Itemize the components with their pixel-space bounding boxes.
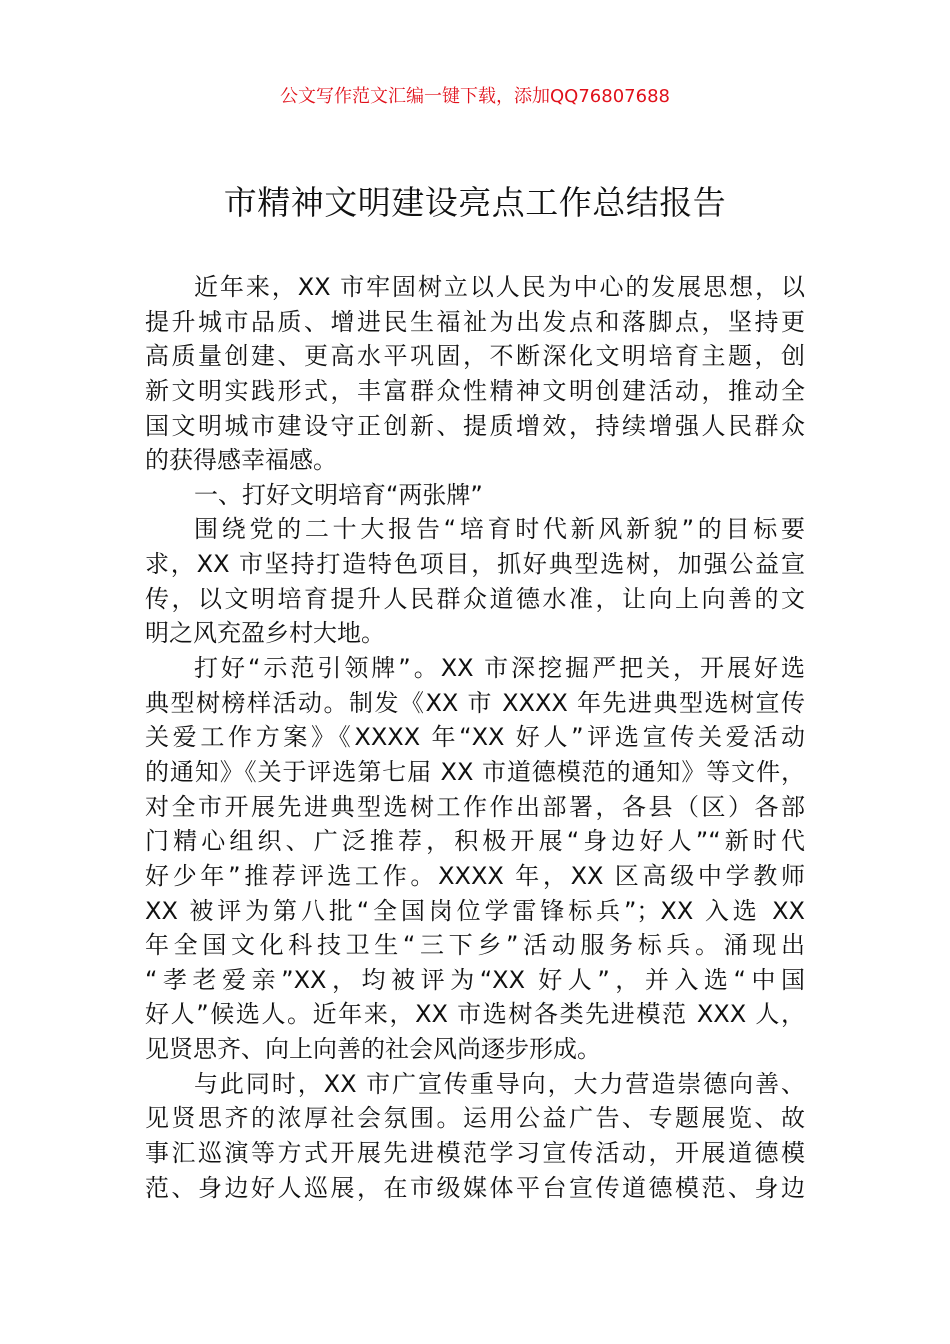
text-line: 关爱工作方案》《XXXX 年“XX 好人”评选宣传关爱活动 bbox=[145, 723, 805, 752]
text-line: 对全市开展先进典型选树工作作出部署，各县（区）各部 bbox=[145, 792, 805, 821]
text-line: 围绕党的二十大报告“培育时代新风新貌”的目标要 bbox=[194, 515, 805, 544]
text-line: 的获得感幸福感。 bbox=[145, 446, 337, 475]
text-line: 与此同时，XX 市广宣传重导向，大力营造崇德向善、 bbox=[194, 1069, 805, 1098]
text-line: 求，XX 市坚持打造特色项目，抓好典型选树，加强公益宣 bbox=[145, 550, 805, 579]
text-line: 好人”候选人。近年来，XX 市选树各类先进模范 XXX 人， bbox=[145, 1000, 805, 1029]
text-line: XX 被评为第八批“全国岗位学雷锋标兵”；XX 入选 XX bbox=[145, 896, 805, 925]
text-line: 高质量创建、更高水平巩固，不断深化文明培育主题，创 bbox=[145, 342, 805, 371]
text-line: 国文明城市建设守正创新、提质增效，持续增强人民群众 bbox=[145, 411, 805, 440]
text-line: 打好“示范引领牌”。XX 市深挖掘严把关，开展好选 bbox=[194, 654, 805, 683]
download-banner: 公文写作范文汇编一键下载，添加QQ76807688 bbox=[280, 86, 670, 107]
text-line: 范、身边好人巡展，在市级媒体平台宣传道德模范、身边 bbox=[145, 1173, 805, 1202]
paragraph bbox=[145, 270, 805, 478]
paragraph bbox=[145, 1067, 805, 1206]
text-line: 传，以文明培育提升人民群众道德水准，让向上向善的文 bbox=[145, 584, 805, 613]
text-line: “孝老爱亲”XX，均被评为“XX 好人”，并入选“中国 bbox=[145, 965, 805, 994]
text-line: 提升城市品质、增进民生福祉为出发点和落脚点，坚持更 bbox=[145, 307, 805, 336]
text-line: 见贤思齐、向上向善的社会风尚逐步形成。 bbox=[145, 1035, 601, 1064]
document-body bbox=[145, 270, 805, 1205]
paragraph bbox=[145, 651, 805, 1067]
text-line: 见贤思齐的浓厚社会氛围。运用公益广告、专题展览、故 bbox=[145, 1104, 805, 1133]
text-line: 典型树榜样活动。制发《XX 市 XXXX 年先进典型选树宣传 bbox=[145, 688, 805, 717]
text-line: 事汇巡演等方式开展先进模范学习宣传活动，开展道德模 bbox=[145, 1139, 805, 1168]
text-line: 明之风充盈乡村大地。 bbox=[145, 619, 385, 648]
text-line: 年全国文化科技卫生“三下乡”活动服务标兵。涌现出 bbox=[145, 931, 805, 960]
paragraph bbox=[145, 512, 805, 651]
text-line: 的通知》《关于评选第七届 XX 市道德模范的通知》等文件， bbox=[145, 757, 805, 786]
text-line: 一、打好文明培育“两张牌” bbox=[194, 480, 483, 509]
section-heading bbox=[145, 478, 805, 513]
document-title: 市精神文明建设亮点工作总结报告 bbox=[223, 183, 727, 222]
text-line: 近年来，XX 市牢固树立以人民为中心的发展思想，以 bbox=[194, 273, 805, 301]
text-line: 新文明实践形式，丰富群众性精神文明创建活动，推动全 bbox=[145, 376, 805, 405]
text-line: 好少年”推荐评选工作。XXXX 年，XX 区高级中学教师 bbox=[145, 861, 805, 890]
text-line: 门精心组织、广泛推荐，积极开展“身边好人”“新时代 bbox=[145, 827, 805, 856]
